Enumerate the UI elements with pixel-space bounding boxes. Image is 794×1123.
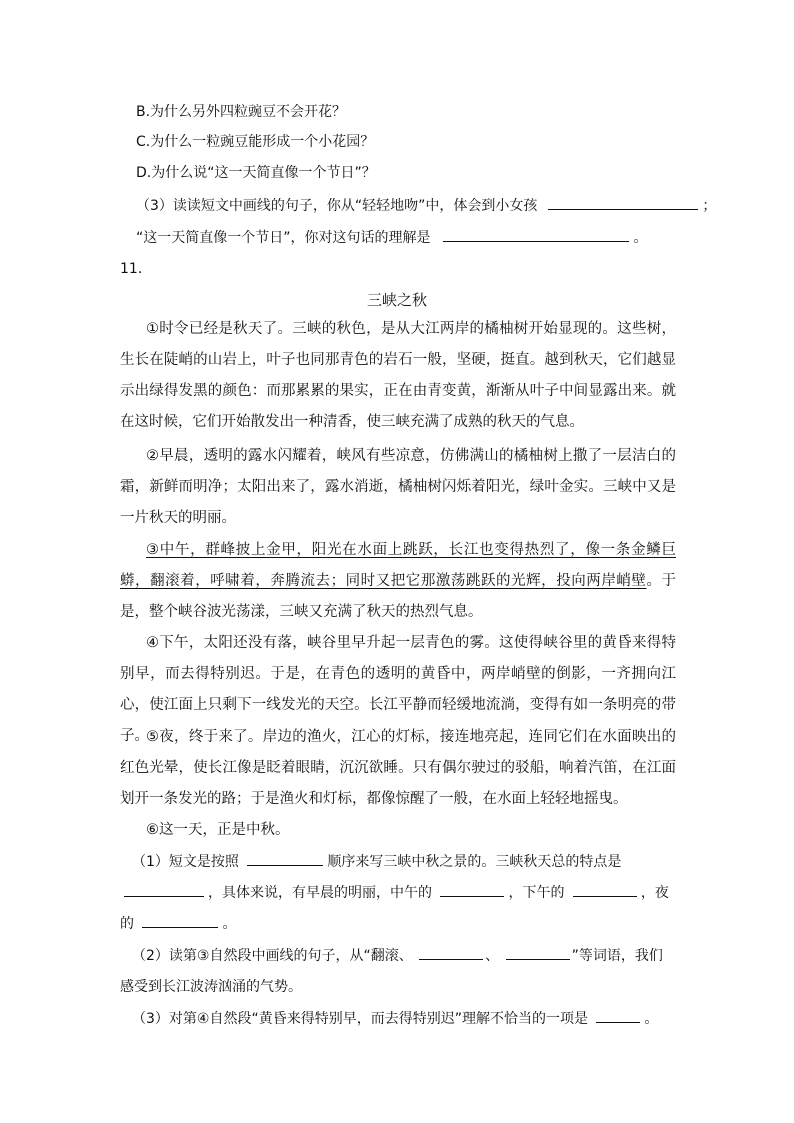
question-number: 11．: [120, 261, 152, 277]
paragraph-2: ②早晨，透明的露水闪耀着，峡风有些凉意，仿佛满山的橘柚树上撒了一层洁白的霜，新鲜而明净；太阳出来了，露水消逝，橘柚树闪烁着阳光，绿叶金实。三峡中又是一片秋天的明丽。: [120, 448, 676, 526]
paragraph-1: ①时令已经是秋天了。三峡的秋色，是从大江两岸的橘柚树开始显现的。这些树，生长在陡峭的山岩上，叶子也同那青色的岩石一般，坚硬，挺直。越到秋天，它们越显示出绿得发黑的颜色：而那累累的果实，正在由青变黄，渐渐从叶子中间显露出来。就在这时候，它们开始散发出一种清香，使三峡充满了成熟的秋天的气息。: [120, 321, 676, 430]
answer-blank[interactable]: [142, 926, 218, 928]
sub-question-3: （3）对第④自然段“黄昏来得特别早，而去得特别迟”理解不恰当的一项是 。: [132, 1011, 659, 1027]
question-3-prompt: （3）读读短文中画线的句子，你从“轻轻地吻”中，体会到小女孩: [136, 198, 538, 214]
answer-blank[interactable]: [596, 1021, 640, 1023]
option-b: B.为什么另外四粒豌豆不会开花？: [136, 104, 347, 120]
answer-blank[interactable]: [548, 208, 698, 210]
answer-blank[interactable]: [443, 240, 629, 242]
sub-question-1: （1）短文是按照 顺序来写三峡中秋之景的。三峡秋天总的特点是 ，具体来说，有早晨的明丽，中午的 ，下午的 ，夜的 。: [120, 854, 669, 932]
paragraph-3: ③中午，群峰披上金甲，阳光在水面上跳跃，长江也变得热烈了，像一条金鳞巨蟒，翻滚着，呼啸着，奔腾流去；同时又把它那激荡跳跃的光辉，投向两岸峭壁。于是，整个峡谷波光荡漾，三峡又充满了秋天的热烈气息。: [120, 542, 677, 620]
paragraph-4: ④下午，太阳还没有落，峡谷里早升起一层青色的雾。这使得峡谷里的黄昏来得特别早，而去得特别迟。于是，在青色的透明的黄昏中，两岸峭壁的倒影，一齐拥向江心，使江面上只剩下一线发光的天空。长江平静而轻缓地流淌，变得有如一条明亮的带子。: [120, 635, 676, 744]
paragraph-6: ⑥这一天，正是中秋。: [146, 822, 290, 838]
option-d: D.为什么说“这一天简直像一个节日”？: [136, 165, 376, 181]
answer-blank[interactable]: [124, 895, 204, 897]
sub-question-2: （2）读第③自然段中画线的句子，从“翻滚、 、 ”等词语，我们感受到长江波涛汹涌的气势。: [120, 948, 663, 995]
answer-blank[interactable]: [419, 958, 483, 960]
question-3-prompt-2: “这一天简直像一个节日”，你对这句话的理解是: [136, 230, 431, 246]
question-3-line1: （3）读读短文中画线的句子，你从“轻轻地吻”中，体会到小女孩 ；: [136, 198, 717, 214]
answer-blank[interactable]: [440, 895, 504, 897]
paragraph-5: ⑤夜，终于来了。岸边的渔火，江心的灯标，接连地亮起，连同它们在水面映出的红色光晕，使长江像是眨着眼睛，沉沉欲睡。只有偶尔驶过的驳船，响着汽笛，在江面划开一条发光的路；于是渔火和灯标，都像惊醒了一般，在水面上轻轻地摇曳。: [120, 729, 676, 807]
answer-blank[interactable]: [247, 864, 323, 866]
answer-blank[interactable]: [506, 958, 570, 960]
passage-title: 三峡之秋: [366, 291, 427, 309]
option-c: C.为什么一粒豌豆能形成一个小花园？: [136, 134, 375, 150]
underlined-sentence: ③中午，群峰披上金甲，阳光在水面上跳跃，长江也变得热烈了，像一条金鳞巨蟒，翻滚着，呼啸着，奔腾流去；同时又把它那激荡跳跃的光辉，投向两岸峭壁: [120, 542, 676, 589]
answer-blank[interactable]: [573, 895, 637, 897]
question-3-line2: “这一天简直像一个节日”，你对这句话的理解是 。: [136, 230, 648, 246]
